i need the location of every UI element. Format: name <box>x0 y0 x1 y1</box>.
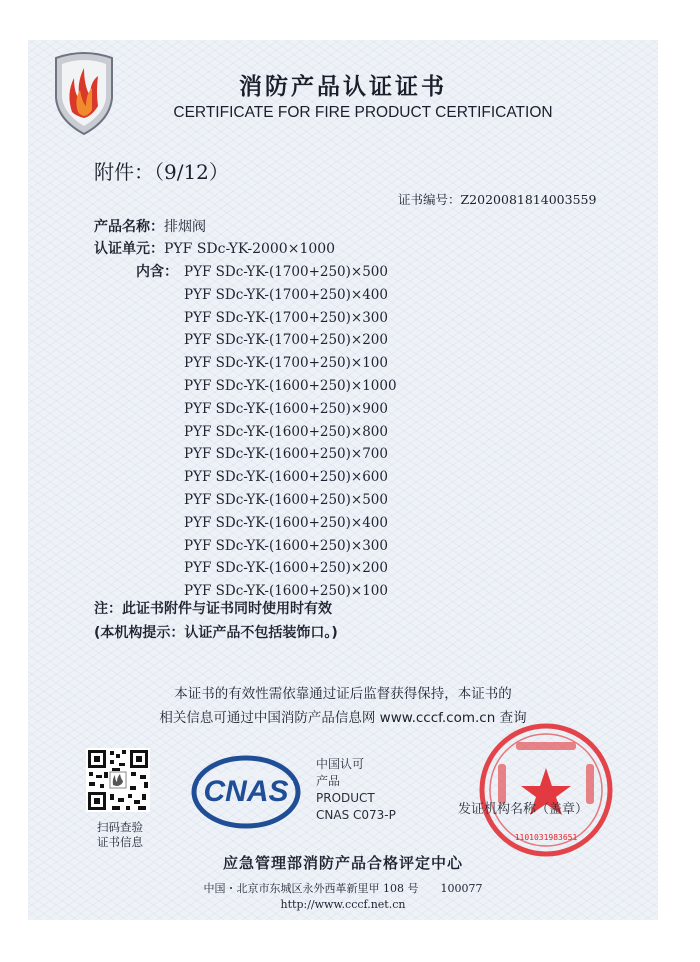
model-item: PYF SDc-YK-(1600+250)×1000 <box>184 377 397 394</box>
product-name-label: 产品名称： <box>94 219 164 235</box>
validity-line-1: 本证书的有效性需依靠通过证后监督获得保持，本证书的 <box>174 686 512 702</box>
model-item: PYF SDc-YK-(1600+250)×400 <box>184 514 388 531</box>
certification-unit-value: PYF SDc-YK-2000×1000 <box>164 241 336 257</box>
cnas-line-4: CNAS C073-P <box>316 808 396 822</box>
qr-label-line-1: 扫码查验 <box>97 820 143 834</box>
official-seal <box>476 720 616 864</box>
product-name-row <box>94 216 206 236</box>
certification-unit-row <box>94 238 335 258</box>
model-item: PYF SDc-YK-(1600+250)×800 <box>184 423 388 440</box>
qr-code[interactable] <box>86 748 150 812</box>
issuer-label: 发证机构名称（盖章） <box>458 802 589 817</box>
model-item: PYF SDc-YK-(1600+250)×900 <box>184 400 388 417</box>
model-item: PYF SDc-YK-(1700+250)×500 <box>184 264 388 280</box>
certification-unit-label: 认证单元： <box>94 241 164 257</box>
cnas-logo-text: CNAS <box>203 775 289 808</box>
attachment-page-indicator: 附件：（9/12） <box>94 160 229 184</box>
validity-line-2: 相关信息可通过中国消防产品信息网 www.cccf.com.cn 查询 <box>159 710 527 726</box>
certificate-page <box>28 40 658 920</box>
includes-label: 内含： <box>136 264 178 280</box>
seal-number: 1101031983651 <box>514 833 578 842</box>
model-item: PYF SDc-YK-(1700+250)×400 <box>184 286 388 303</box>
model-item: PYF SDc-YK-(1600+250)×200 <box>184 560 388 577</box>
cnas-line-3: PRODUCT <box>316 791 375 805</box>
issuer-address: 中国・北京市东城区永外西革新里甲 108 号 100077 <box>203 882 483 895</box>
issuing-center-name: 应急管理部消防产品合格评定中心 <box>222 854 463 872</box>
product-name-value: 排烟阀 <box>164 219 206 235</box>
cnas-accreditation-text <box>316 756 396 824</box>
model-list <box>184 261 397 603</box>
cnas-line-1: 中国认可 <box>316 757 365 771</box>
model-item: PYF SDc-YK-(1700+250)×100 <box>184 355 388 372</box>
certificate-title-en: CERTIFICATE FOR FIRE PRODUCT CERTIFICATION <box>173 104 553 121</box>
certificate-title-cn: 消防产品认证证书 <box>239 74 447 100</box>
model-item: PYF SDc-YK-(1600+250)×300 <box>184 537 388 554</box>
usage-note: 注：此证书附件与证书同时使用时有效 <box>94 601 332 617</box>
decoration-note: (本机构提示：认证产品不包括装饰口。) <box>94 625 338 641</box>
model-item: PYF SDc-YK-(1600+250)×500 <box>184 491 388 508</box>
cnas-logo <box>190 754 302 834</box>
certificate-number: 证书编号：Z2020081814003559 <box>398 192 597 207</box>
model-item: PYF SDc-YK-(1600+250)×100 <box>184 583 388 600</box>
issuer-website[interactable]: http://www.cccf.net.cn <box>280 898 406 911</box>
model-item: PYF SDc-YK-(1600+250)×600 <box>184 469 388 486</box>
model-item: PYF SDc-YK-(1700+250)×200 <box>184 332 388 349</box>
qr-label-line-2: 证书信息 <box>97 835 143 849</box>
model-item: PYF SDc-YK-(1700+250)×300 <box>184 309 388 326</box>
cnas-line-2: 产品 <box>316 774 341 788</box>
model-item: PYF SDc-YK-(1600+250)×700 <box>184 446 388 463</box>
